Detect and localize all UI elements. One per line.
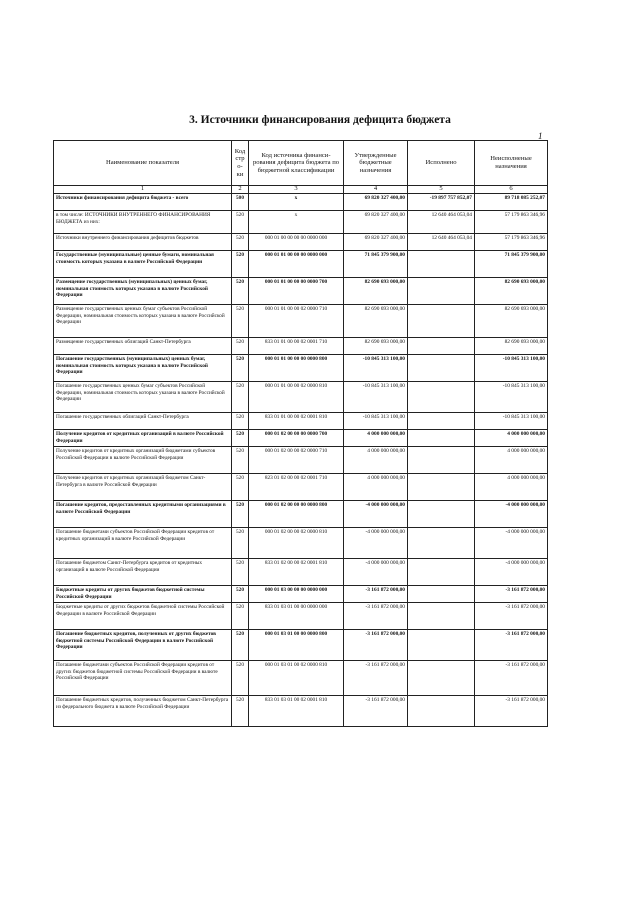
row-unexecuted: -4 000 000 000,00 — [475, 528, 548, 559]
row-source-code: 000 01 01 00 00 00 0000 000 — [249, 251, 344, 278]
row-line-code: 520 — [232, 211, 249, 234]
row-approved: -10 845 313 100,00 — [344, 413, 408, 430]
row-source-code: 000 01 01 00 00 02 0000 810 — [249, 382, 344, 413]
row-unexecuted: 89 718 085 252,07 — [475, 194, 548, 211]
row-source-code: 000 01 01 00 00 00 0000 700 — [249, 278, 344, 305]
row-executed — [408, 630, 475, 661]
page-title: 3. Источники финансирования дефицита бюджета — [189, 114, 451, 126]
row-executed: -19 897 757 852,07 — [408, 194, 475, 211]
row-line-code: 520 — [232, 382, 249, 413]
column-number: 5 — [408, 186, 475, 194]
row-unexecuted: 4 000 000 000,00 — [475, 447, 548, 474]
column-number-row — [54, 186, 548, 194]
table-row — [54, 413, 548, 430]
table-row — [54, 382, 548, 413]
row-approved: -3 161 872 000,00 — [344, 696, 408, 727]
row-executed — [408, 661, 475, 696]
row-source-code: 833 01 01 00 00 02 0001 710 — [249, 338, 344, 355]
row-approved: -3 161 872 000,00 — [344, 661, 408, 696]
table-header-row — [54, 141, 548, 186]
row-unexecuted: -10 845 313 100,00 — [475, 382, 548, 413]
row-unexecuted: 82 690 693 000,00 — [475, 305, 548, 338]
row-approved: -4 000 000 000,00 — [344, 501, 408, 528]
row-source-code: 000 01 02 00 00 00 0000 700 — [249, 430, 344, 447]
row-unexecuted: 4 000 000 000,00 — [475, 430, 548, 447]
row-executed: 12 640 464 053,04 — [408, 234, 475, 251]
table-row — [54, 528, 548, 559]
column-number: 6 — [475, 186, 548, 194]
row-name: Размещение государственных облигаций Санкт-Петербурга — [54, 338, 232, 355]
table-row — [54, 278, 548, 305]
row-unexecuted: -3 161 872 000,00 — [475, 603, 548, 630]
header-unexecuted: Неисполненые назначения — [475, 141, 548, 186]
row-name: Получение кредитов от кредитных организаций бюджетами субъектов Российской Федерации в валюте Российской Федерации — [54, 447, 232, 474]
row-unexecuted: -3 161 872 000,00 — [475, 661, 548, 696]
row-executed — [408, 528, 475, 559]
row-line-code: 520 — [232, 447, 249, 474]
row-name: Получение кредитов от кредитных организаций бюджетом Санкт-Петербурга в валюте Российской Федерации — [54, 474, 232, 501]
row-executed — [408, 696, 475, 727]
page-number: 1 — [538, 131, 543, 141]
row-line-code: 520 — [232, 528, 249, 559]
row-approved: 4 000 000 000,00 — [344, 447, 408, 474]
table-row — [54, 696, 548, 727]
row-line-code: 520 — [232, 696, 249, 727]
row-source-code: 000 01 03 01 00 02 0000 810 — [249, 661, 344, 696]
row-line-code: 520 — [232, 413, 249, 430]
row-name: Погашение государственных ценных бумаг субъектов Российской Федерации, номинальная стоимость которых указана в валюте Российской Федерации — [54, 382, 232, 413]
column-number: 4 — [344, 186, 408, 194]
row-source-code: 000 01 02 00 00 02 0000 710 — [249, 447, 344, 474]
row-name: Бюджетные кредиты от других бюджетов бюджетной системы Российской Федерации — [54, 586, 232, 603]
row-approved: 69 820 327 400,00 — [344, 234, 408, 251]
row-approved: -3 161 872 000,00 — [344, 603, 408, 630]
table-row — [54, 603, 548, 630]
row-name: Размещение государственных ценных бумаг субъектов Российской Федерации, номинальная стоимость которых указана в валюте Российской Федерации — [54, 305, 232, 338]
row-source-code: 823 01 02 00 00 02 0001 710 — [249, 474, 344, 501]
row-line-code: 520 — [232, 559, 249, 586]
row-line-code: 520 — [232, 278, 249, 305]
row-source-code: 000 01 01 00 00 02 0000 710 — [249, 305, 344, 338]
row-line-code: 520 — [232, 251, 249, 278]
row-unexecuted: -10 845 313 100,00 — [475, 413, 548, 430]
table-row — [54, 305, 548, 338]
column-number: 2 — [232, 186, 249, 194]
row-line-code: 520 — [232, 355, 249, 382]
row-source-code: x — [249, 211, 344, 234]
column-number: 1 — [54, 186, 232, 194]
row-executed — [408, 338, 475, 355]
row-approved: -4 000 000 000,00 — [344, 559, 408, 586]
table-row — [54, 559, 548, 586]
row-approved: 82 690 693 000,00 — [344, 278, 408, 305]
row-line-code: 520 — [232, 430, 249, 447]
row-line-code: 500 — [232, 194, 249, 211]
row-unexecuted: -10 845 313 100,00 — [475, 355, 548, 382]
table-row — [54, 501, 548, 528]
row-name: Погашение государственных облигаций Санкт-Петербурга — [54, 413, 232, 430]
column-number: 3 — [249, 186, 344, 194]
row-name: Погашение кредитов, предоставленных кредитными организациями в валюте Российской Федерации — [54, 501, 232, 528]
row-executed — [408, 355, 475, 382]
table-body — [54, 194, 548, 727]
row-executed — [408, 559, 475, 586]
row-approved: 71 845 379 900,00 — [344, 251, 408, 278]
row-source-code: 000 01 00 00 00 00 0000 000 — [249, 234, 344, 251]
row-approved: -3 161 872 000,00 — [344, 630, 408, 661]
row-approved: -3 161 872 000,00 — [344, 586, 408, 603]
row-line-code: 520 — [232, 661, 249, 696]
table-row — [54, 586, 548, 603]
row-approved: 82 690 693 000,00 — [344, 305, 408, 338]
row-unexecuted: 71 845 379 900,00 — [475, 251, 548, 278]
table-row — [54, 474, 548, 501]
row-executed — [408, 278, 475, 305]
header-line-code: Код стро-ки — [232, 141, 249, 186]
row-unexecuted: 57 179 863 346,96 — [475, 211, 548, 234]
row-name: Бюджетные кредиты от других бюджетов бюджетной системы Российской Федерации в валюте Российской Федерации — [54, 603, 232, 630]
row-name: Погашение государственных (муниципальных) ценных бумаг, номинальная стоимость которых указана в валюте Российской Федерации — [54, 355, 232, 382]
row-executed — [408, 586, 475, 603]
row-unexecuted: 57 179 863 346,96 — [475, 234, 548, 251]
row-line-code: 520 — [232, 603, 249, 630]
row-name: Получение кредитов от кредитных организаций в валюте Российской Федерации — [54, 430, 232, 447]
row-source-code: 833 01 01 00 00 02 0001 810 — [249, 413, 344, 430]
row-source-code: 000 01 02 00 00 02 0000 810 — [249, 528, 344, 559]
row-line-code: 520 — [232, 305, 249, 338]
table-row — [54, 355, 548, 382]
row-name: Размещение государственных (муниципальных) ценных бумаг, номинальная стоимость которых указана в валюте Российской Федерации — [54, 278, 232, 305]
row-line-code: 520 — [232, 234, 249, 251]
row-name: Погашение бюджетами субъектов Российской Федерации кредитов от других бюджетов бюджетной системы Российской Федерации в валюте Российской Федерации — [54, 661, 232, 696]
row-name: Источники финансирования дефицита бюджета - всего — [54, 194, 232, 211]
row-unexecuted: -3 161 872 000,00 — [475, 630, 548, 661]
row-name: Источники внутреннего финансирования дефицитов бюджетов — [54, 234, 232, 251]
row-name: Погашение бюджетных кредитов, полученных от других бюджетов бюджетной системы Российской Федерации в валюте Российской Федерации — [54, 630, 232, 661]
row-name: Государственные (муниципальные) ценные бумаги, номинальная стоимость которых указана в валюте Российской Федерации — [54, 251, 232, 278]
row-approved: 4 000 000 000,00 — [344, 430, 408, 447]
table-row — [54, 630, 548, 661]
table-row — [54, 338, 548, 355]
row-line-code: 520 — [232, 338, 249, 355]
row-name: Погашение бюджетных кредитов, полученных бюджетом Санкт-Петербурга из федерального бюджета в валюте Российской Федерации — [54, 696, 232, 727]
row-unexecuted: 82 690 693 000,00 — [475, 278, 548, 305]
row-executed — [408, 430, 475, 447]
table-row — [54, 194, 548, 211]
row-source-code: 000 01 02 00 00 00 0000 800 — [249, 501, 344, 528]
row-executed — [408, 501, 475, 528]
row-approved: -10 845 313 100,00 — [344, 382, 408, 413]
header-source-code: Код источника финанси-рования дефицита бюджета по бюджетной классификации — [249, 141, 344, 186]
row-executed — [408, 447, 475, 474]
row-line-code: 520 — [232, 630, 249, 661]
row-executed — [408, 474, 475, 501]
row-unexecuted: -3 161 872 000,00 — [475, 586, 548, 603]
row-line-code: 520 — [232, 474, 249, 501]
row-name: Погашение бюджетами субъектов Российской Федерации кредитов от кредитных организаций в валюте Российской Федерации — [54, 528, 232, 559]
row-source-code: 833 01 02 00 00 02 0001 810 — [249, 559, 344, 586]
financing-sources-table — [53, 140, 548, 727]
table-row — [54, 661, 548, 696]
row-unexecuted: -4 000 000 000,00 — [475, 501, 548, 528]
row-source-code: 000 01 03 01 00 00 0000 800 — [249, 630, 344, 661]
header-executed: Исполнено — [408, 141, 475, 186]
row-source-code: 833 01 03 01 00 02 0001 810 — [249, 696, 344, 727]
row-executed — [408, 413, 475, 430]
row-approved: 69 820 327 400,00 — [344, 194, 408, 211]
row-name: в том числе: ИСТОЧНИКИ ВНУТРЕННЕГО ФИНАНСИРОВАНИЯ БЮДЖЕТА из них: — [54, 211, 232, 234]
table-row — [54, 234, 548, 251]
table-row — [54, 251, 548, 278]
row-approved: 4 000 000 000,00 — [344, 474, 408, 501]
row-line-code: 520 — [232, 586, 249, 603]
row-unexecuted: 82 690 693 000,00 — [475, 338, 548, 355]
row-unexecuted: 4 000 000 000,00 — [475, 474, 548, 501]
row-line-code: 520 — [232, 501, 249, 528]
table-row — [54, 447, 548, 474]
table-row — [54, 211, 548, 234]
row-executed — [408, 305, 475, 338]
row-executed — [408, 251, 475, 278]
row-approved: -4 000 000 000,00 — [344, 528, 408, 559]
row-approved: 69 820 327 400,00 — [344, 211, 408, 234]
row-approved: -10 845 313 100,00 — [344, 355, 408, 382]
row-approved: 82 690 693 000,00 — [344, 338, 408, 355]
header-name: Наименование показателя — [54, 141, 232, 186]
row-executed — [408, 382, 475, 413]
row-source-code: 000 01 03 00 00 00 0000 000 — [249, 586, 344, 603]
header-approved: Утвержденные бюджетные назначения — [344, 141, 408, 186]
table-row — [54, 430, 548, 447]
row-unexecuted: -3 161 872 000,00 — [475, 696, 548, 727]
row-source-code: 833 01 03 01 00 00 0000 000 — [249, 603, 344, 630]
row-name: Погашение бюджетом Санкт-Петербурга кредитов от кредитных организаций в валюте Российской Федерации — [54, 559, 232, 586]
row-unexecuted: -4 000 000 000,00 — [475, 559, 548, 586]
row-executed: 12 640 464 053,04 — [408, 211, 475, 234]
row-source-code: x — [249, 194, 344, 211]
row-source-code: 000 01 01 00 00 00 0000 800 — [249, 355, 344, 382]
row-executed — [408, 603, 475, 630]
